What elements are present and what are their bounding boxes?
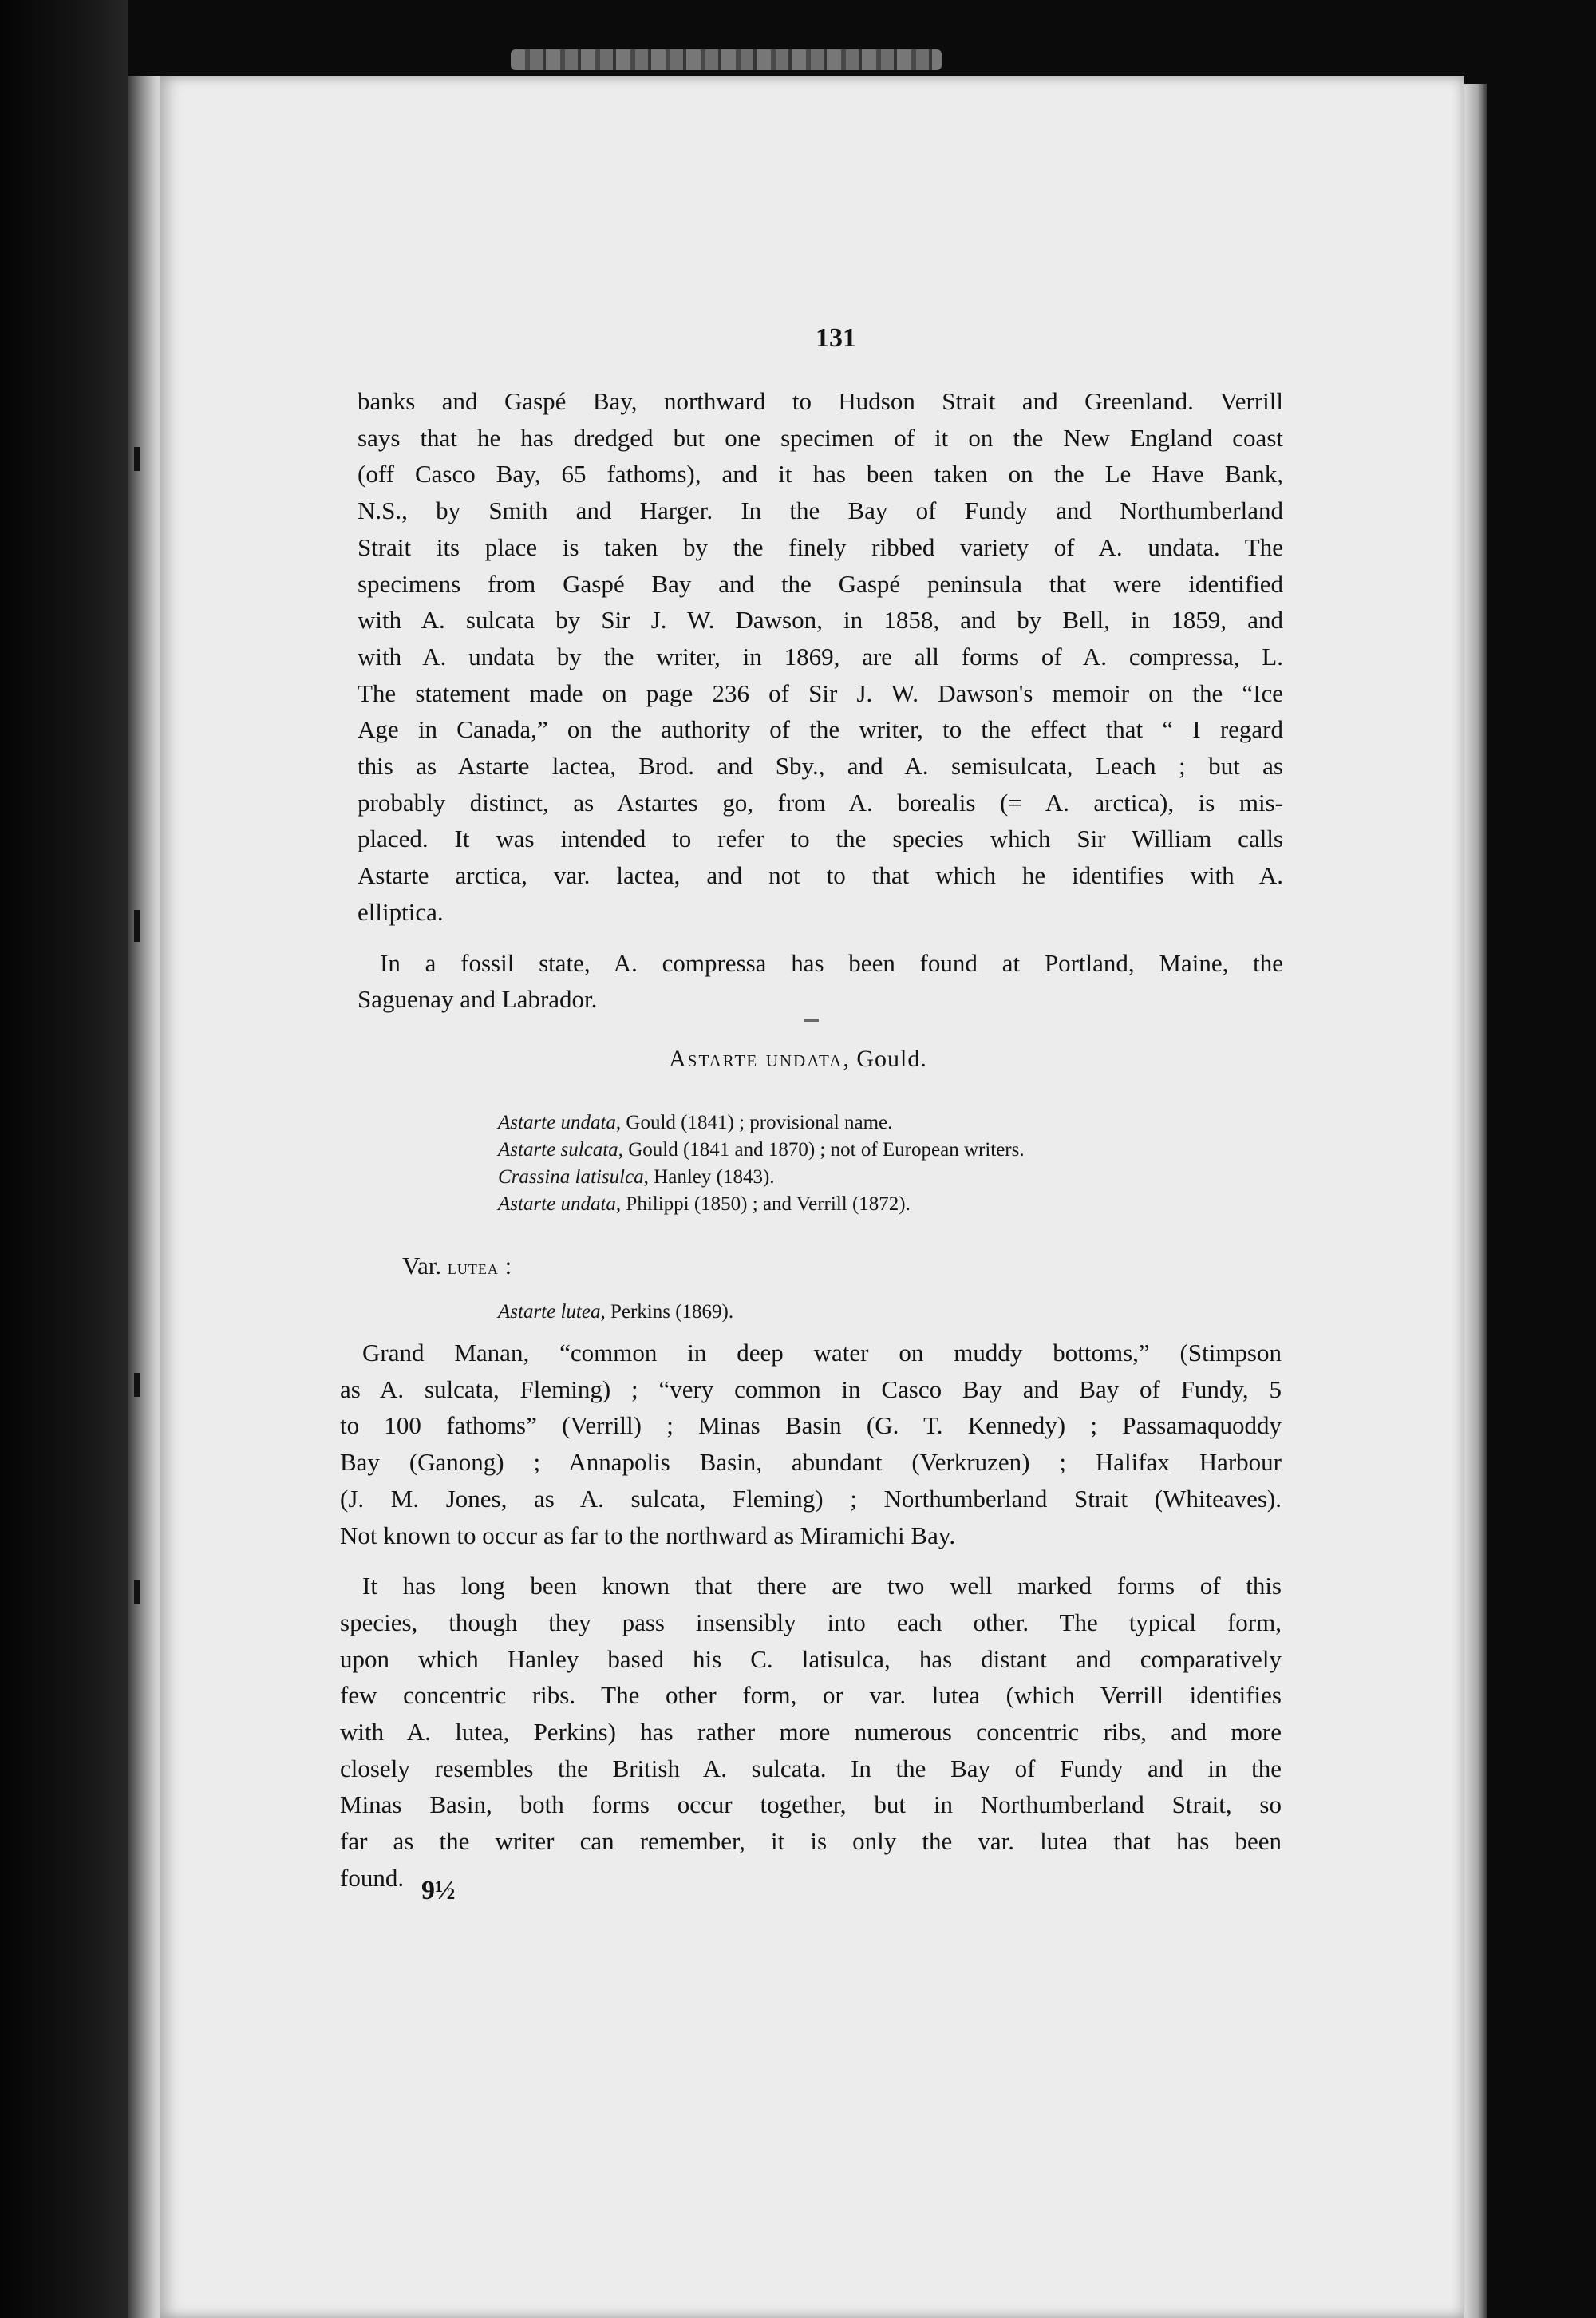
text-line: placed. It was intended to refer to the species which Sir William calls (358, 825, 1283, 853)
synonym-name: Astarte undata (498, 1112, 616, 1133)
text-line: to 100 fathoms” (Verrill) ; Minas Basin (G. T. Kennedy) ; Passamaquoddy (340, 1411, 1282, 1440)
synonym-name: Astarte sulcata (498, 1139, 618, 1161)
text-line: N.S., by Smith and Harger. In the Bay of Fundy and Northumberland (358, 496, 1283, 525)
scan-smudge (511, 49, 942, 70)
text-line: In a fossil state, A. compressa has been found at Portland, Maine, the (380, 948, 1283, 977)
variety-name: lutea (447, 1256, 499, 1279)
synonym-citation: , Hanley (1843). (643, 1166, 775, 1188)
synonymy-list (498, 1110, 1025, 1218)
book-binding (0, 0, 128, 2318)
synonym-name: Astarte undata (498, 1193, 616, 1215)
variety-synonym (498, 1301, 733, 1323)
synonym-entry (498, 1137, 1025, 1164)
text-line: species, though they pass insensibly into each other. The typical form, (340, 1608, 1282, 1636)
page-number: 131 (816, 323, 856, 353)
text-line: far as the writer can remember, it is only the var. lutea that has been (340, 1827, 1282, 1856)
text-line: specimens from Gaspé Bay and the Gaspé peninsula that were identified (358, 569, 1283, 598)
synonym-citation: , Perkins (1869). (600, 1301, 734, 1323)
secondary-text (340, 1335, 1282, 1897)
page-edge (1464, 84, 1487, 2318)
synonym-name: Astarte lutea (498, 1301, 601, 1323)
species-heading (0, 1046, 1596, 1073)
synonym-name: Crassina latisulca (498, 1166, 644, 1188)
paragraph-3 (340, 1335, 1282, 1553)
text-line: with A. undata by the writer, in 1869, are all forms of A. compressa, L. (358, 642, 1283, 670)
synonym-entry (498, 1164, 1025, 1191)
main-text (358, 383, 1283, 1018)
margin-mark (134, 1373, 140, 1397)
synonym-citation: , Gould (1841) ; provisional name. (615, 1112, 893, 1133)
text-line: Strait its place is taken by the finely ribbed variety of A. undata. The (358, 532, 1283, 561)
paragraph-1 (358, 383, 1283, 931)
text-line: upon which Hanley based his C. latisulca, has distant and comparatively (340, 1644, 1282, 1673)
synonym-citation: , Gould (1841 and 1870) ; not of European writers. (618, 1139, 1025, 1161)
text-line: with A. sulcata by Sir J. W. Dawson, in 1858, and by Bell, in 1859, and (358, 606, 1283, 635)
text-line: Saguenay and Labrador. (358, 985, 598, 1014)
synonym-citation: , Philippi (1850) ; and Verrill (1872). (615, 1193, 911, 1215)
variety-prefix: Var. (402, 1252, 448, 1280)
signature-mark: 9½ (421, 1876, 456, 1905)
synonym-entry (498, 1191, 1025, 1218)
paragraph-4 (340, 1568, 1282, 1896)
text-line: (off Casco Bay, 65 fathoms), and it has been taken on the Le Have Bank, (358, 460, 1283, 489)
section-separator (804, 1019, 819, 1022)
margin-mark (134, 1580, 140, 1604)
text-line: Grand Manan, “common in deep water on muddy bottoms,” (Stimpson (362, 1339, 1282, 1367)
text-line: elliptica. (358, 897, 444, 926)
text-line: Age in Canada,” on the authority of the writer, to the effect that “ I regard (358, 715, 1283, 744)
text-line: Astarte arctica, var. lactea, and not to that which he identifies with A. (358, 861, 1283, 890)
text-line: probably distinct, as Astartes go, from A. borealis (= A. arctica), is mis- (358, 788, 1283, 817)
text-line: The statement made on page 236 of Sir J. W. Dawson's memoir on the “Ice (358, 678, 1283, 707)
text-line: closely resembles the British A. sulcata. In the Bay of Fundy and in the (340, 1754, 1282, 1782)
species-name: Astarte undata (669, 1046, 843, 1072)
species-author: , Gould. (843, 1046, 927, 1072)
variety-heading (402, 1252, 512, 1280)
text-line: with A. lutea, Perkins) has rather more numerous concentric ribs, and more (340, 1718, 1282, 1746)
text-line: Bay (Ganong) ; Annapolis Basin, abundant (Verkruzen) ; Halifax Harbour (340, 1448, 1282, 1477)
text-line: few concentric ribs. The other form, or var. lutea (which Verrill identifies (340, 1681, 1282, 1710)
text-line: banks and Gaspé Bay, northward to Hudson Strait and Greenland. Verrill (358, 387, 1283, 415)
text-line: this as Astarte lactea, Brod. and Sby., and A. semisulcata, Leach ; but as (358, 752, 1283, 781)
variety-suffix: : (498, 1252, 512, 1280)
text-line: found. (340, 1863, 405, 1892)
margin-mark (134, 447, 140, 471)
text-line: Minas Basin, both forms occur together, but in Northumberland Strait, so (340, 1790, 1282, 1819)
text-line: says that he has dredged but one specimen of it on the New England coast (358, 423, 1283, 452)
synonym-entry (498, 1110, 1025, 1137)
text-line: It has long been known that there are two well marked forms of this (362, 1572, 1282, 1600)
paragraph-2 (358, 945, 1283, 1018)
text-line: (J. M. Jones, as A. sulcata, Fleming) ; Northumberland Strait (Whiteaves). (340, 1484, 1282, 1513)
margin-mark (134, 910, 140, 942)
text-line: as A. sulcata, Fleming) ; “very common in Casco Bay and Bay of Fundy, 5 (340, 1375, 1282, 1403)
text-line: Not known to occur as far to the northward as Miramichi Bay. (340, 1521, 956, 1549)
